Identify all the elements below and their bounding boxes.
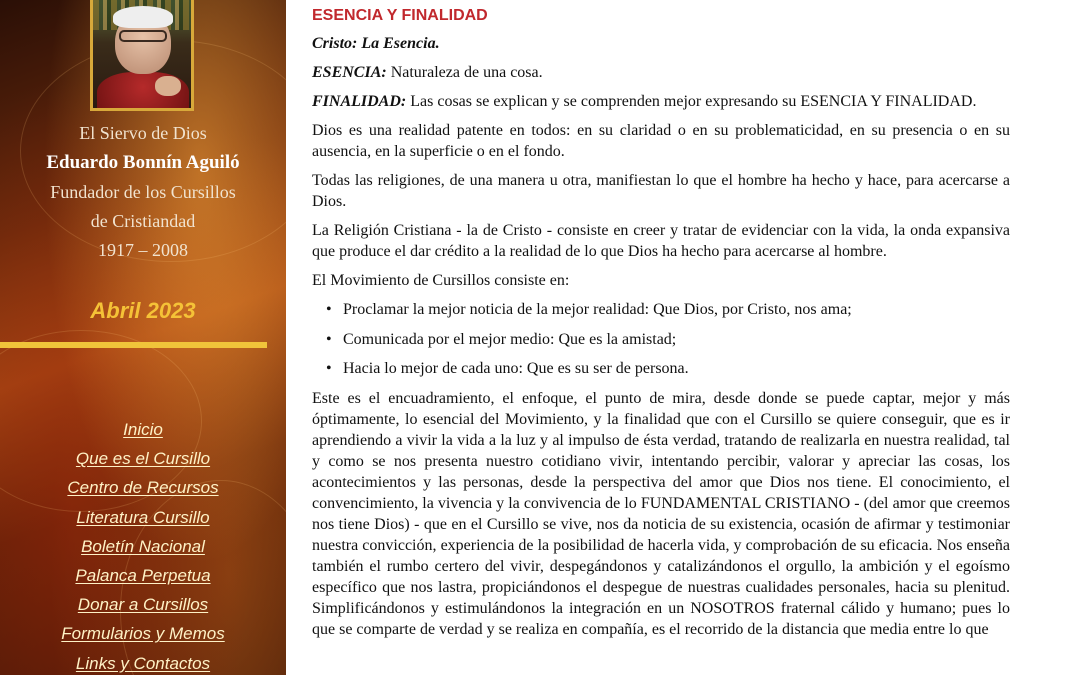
nav-link-donar-a-cursillos[interactable]: Donar a Cursillos bbox=[77, 595, 209, 615]
bullet-list bbox=[312, 299, 1010, 379]
nav-link-que-es-el-cursillo[interactable]: Que es el Cursillo bbox=[75, 449, 211, 469]
paragraph: Todas las religiones, de una manera u otra, manifiestan lo que el hombre ha hecho y hace, para acercarse a Dios. bbox=[312, 172, 1010, 210]
bio-role-cont: de Cristiandad bbox=[90, 211, 196, 231]
founder-portrait bbox=[90, 0, 194, 111]
bullet-icon: • bbox=[326, 301, 332, 318]
paragraph: Dios es una realidad patente en todos: en su claridad o en su problematicidad, en su presencia o en su ausencia, en la superficie o en el fondo. bbox=[312, 122, 1010, 160]
nav-link-formularios-y-memos[interactable]: Formularios y Memos bbox=[61, 624, 225, 644]
esencia-text: Naturaleza de una cosa. bbox=[386, 64, 543, 81]
nav-link-literatura-cursillo[interactable]: Literatura Cursillo bbox=[76, 507, 210, 527]
paragraph: La Religión Cristiana - la de Cristo - consiste en creer y tratar de evidenciar con la vida, la onda expansiva que produce el dar crédito a la realidad de lo que Dios ha hecho para acercarse al hombre. bbox=[312, 222, 1010, 260]
list-item-text: Proclamar la mejor noticia de la mejor realidad: Que Dios, por Cristo, nos ama; bbox=[343, 301, 852, 318]
bullet-icon: • bbox=[326, 330, 332, 348]
definition-esencia bbox=[312, 62, 1010, 83]
article-subtitle bbox=[312, 33, 1010, 54]
list-item bbox=[326, 358, 1010, 379]
nav-link-boletin-nacional[interactable]: Boletín Nacional bbox=[81, 536, 205, 556]
bio-role: Fundador de los Cursillos bbox=[50, 182, 236, 202]
sidebar bbox=[0, 0, 286, 675]
article bbox=[312, 5, 1010, 648]
list-item bbox=[326, 329, 1010, 350]
nav-link-inicio[interactable]: Inicio bbox=[123, 420, 163, 439]
bio-name: Eduardo Bonnín Aguiló bbox=[46, 152, 240, 173]
esencia-label: ESENCIA: bbox=[312, 64, 387, 81]
paragraph: El Movimiento de Cursillos consiste en: bbox=[312, 272, 570, 289]
article-title: ESENCIA Y FINALIDAD bbox=[312, 7, 488, 24]
nav-link-palanca-perpetua[interactable]: Palanca Perpetua bbox=[75, 565, 211, 585]
sidebar-nav bbox=[0, 417, 286, 675]
bullet-icon: • bbox=[326, 360, 332, 377]
list-item-text: Comunicada por el mejor medio: Que es la amistad; bbox=[343, 330, 677, 348]
hair bbox=[113, 6, 173, 28]
nav-link-centro-de-recursos[interactable]: Centro de Recursos bbox=[67, 478, 219, 498]
list-item bbox=[326, 299, 1010, 320]
bio-years: 1917 – 2008 bbox=[98, 240, 188, 260]
hand bbox=[155, 76, 181, 96]
bio-title: El Siervo de Dios bbox=[79, 123, 207, 143]
finalidad-text: Las cosas se explican y se comprenden mejor expresando su ESENCIA Y FINALIDAD. bbox=[406, 93, 977, 110]
list-item-text: Hacia lo mejor de cada uno: Que es su ser de persona. bbox=[343, 360, 689, 377]
divider bbox=[0, 342, 267, 348]
issue-month: Abril 2023 bbox=[90, 298, 196, 323]
nav-link-links-y-contactos[interactable]: Links y Contactos bbox=[75, 653, 211, 673]
definition-finalidad bbox=[312, 91, 1010, 112]
glasses bbox=[119, 30, 167, 42]
essence-line: Cristo: La Esencia. bbox=[312, 35, 440, 52]
finalidad-label: FINALIDAD: bbox=[312, 93, 407, 110]
paragraph: Este es el encuadramiento, el enfoque, el punto de mira, desde donde se puede captar, mejor y más óptimamente, lo esencial del Movimiento, y la finalidad que con el Cursillo se quiere conseguir, que es ir aprendiendo a vivir la vida a la luz y al impulso de ésta verdad, tratando de realizarla en nuestra realidad, tal y como se nos presenta nuestro cotidiano vivir, intentando percibir, valorar y apreciar las cosas, los acontecimientos y las personas, desde la perspectiva del amor que Dios nos tiene. El conocimiento, el convencimiento, la vivencia y la convivencia de lo FUNDAMENTAL CRISTIANO - (del amor que creemos nos tiene Dios) - que en el Cursillo se vive, nos da noticia de su existencia, ocasión de afirmar y testimoniar nuestra convicción, experiencia de la posibilidad de hacerla vida, y comprobación de su eficacia. Nos enseña también el rumbo certero del vivir, despegándonos y catalizándonos el orgullo, la ambición y el egoísmo específico que nos lastra, propiciándonos el despegue de nuestras cualidades personales, hacia su plenitud. Simplificándonos y estimulándonos la integración en un NOSOTROS fraternal cálido y humano; pues lo que se comparte de verdad y se realiza en compañía, es el recorrido de la distancia que media entre lo que bbox=[312, 389, 1010, 638]
